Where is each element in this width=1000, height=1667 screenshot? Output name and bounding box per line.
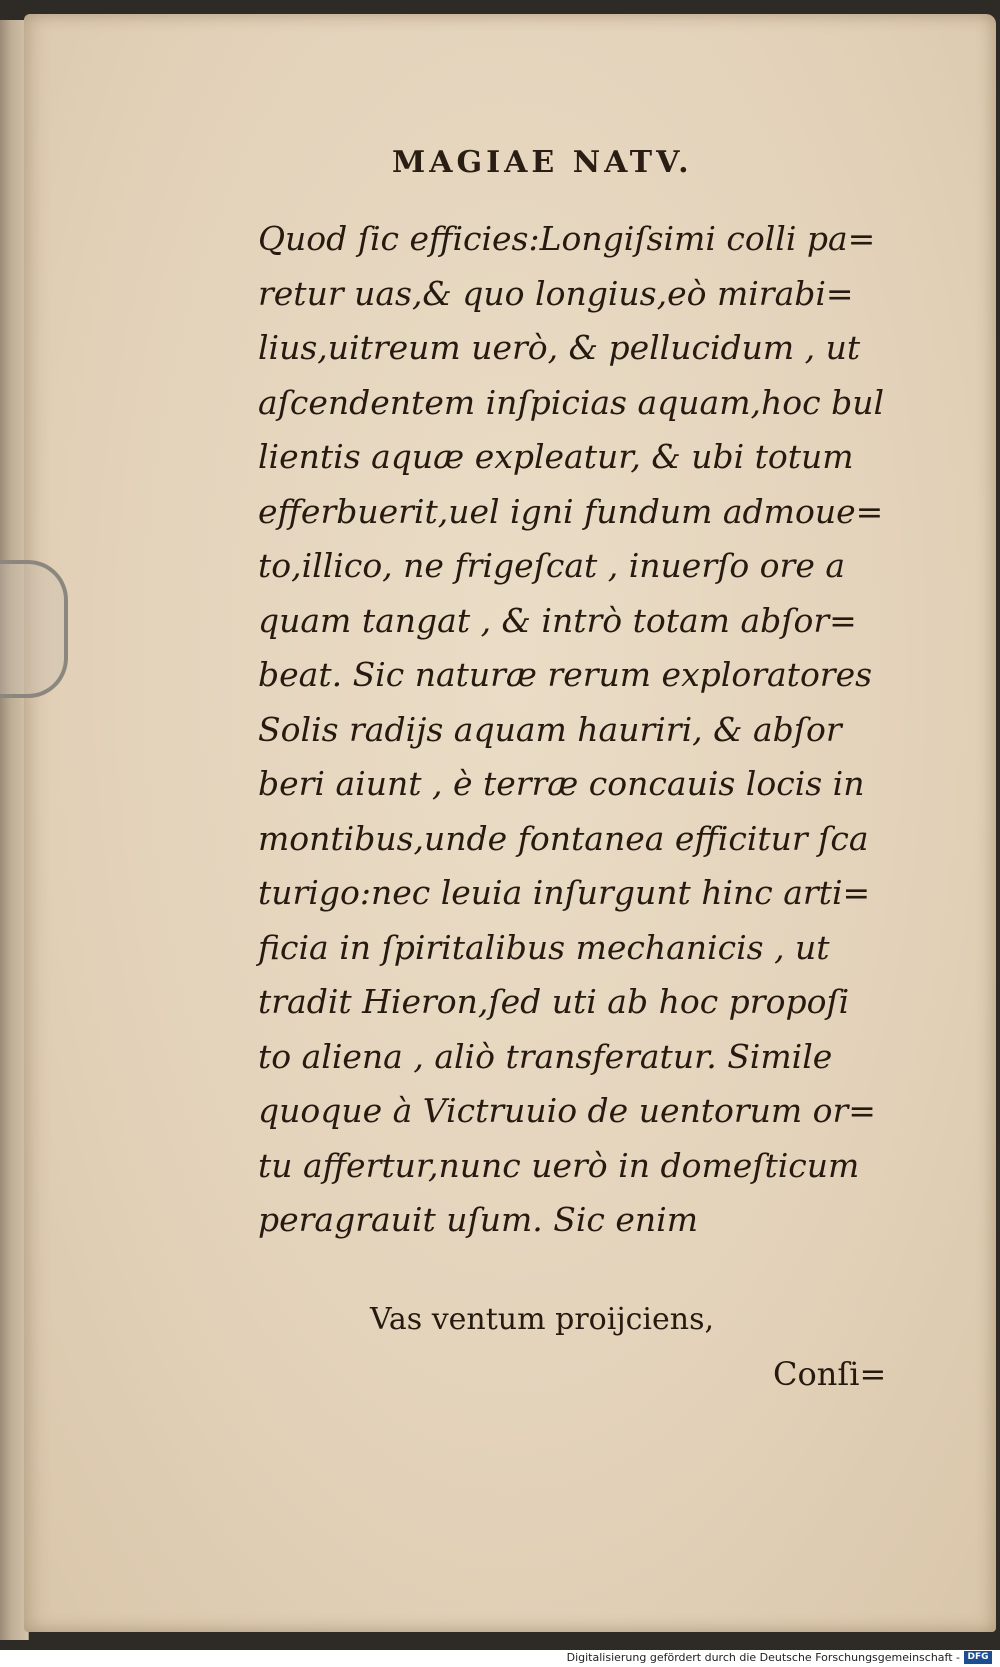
text-line: retur uas,& quo longius,eò mirabi=: [258, 273, 854, 313]
text-line: lius,uitreum uerò, & pellucidum , ut: [258, 328, 861, 367]
body-text: [258, 212, 908, 1248]
text-line: aſcendentem inſpicias aquam,hoc bul: [258, 382, 885, 422]
text-line: ficia in ſpiritalibus mechanicis , ut: [258, 927, 830, 967]
dfg-logo: DFG: [964, 1651, 992, 1664]
text-line: to,illico, ne frigeſcat , inuerſo ore a: [258, 546, 846, 585]
verse-line: Vas ventum proijciens,: [370, 1302, 715, 1337]
text-line: tradit Hieron,ſed uti ab hoc propoſi: [258, 982, 850, 1021]
text-line: Quod ſic efficies:Longiſsimi colli pa=: [258, 219, 876, 258]
text-line: quam tangat , & intrò totam abſor=: [258, 600, 857, 640]
text-line: montibus,unde fontanea efficitur ſca: [258, 818, 869, 858]
text-line: efferbuerit,uel igni fundum admoue=: [258, 491, 884, 531]
running-head: MAGIAE NATV.: [392, 145, 693, 180]
catchword: Conſi=: [773, 1355, 887, 1393]
text-line: beri aiunt , è terræ concauis locis in: [258, 764, 865, 803]
text-line: peragrauit uſum. Sic enim: [258, 1200, 698, 1239]
text-line: to aliena , aliò transferatur. Simile: [258, 1036, 833, 1076]
digitization-credit: Digitalisierung gefördert durch die Deutsche Forschungsgemeinschaft -: [566, 1651, 960, 1664]
text-line: quoque à Victruuio de uentorum or=: [258, 1091, 876, 1130]
text-line: tu affertur,nunc uerò in domeſticum: [258, 1145, 860, 1185]
text-line: lientis aquæ expleatur, & ubi totum: [258, 437, 854, 476]
text-line: beat. Sic naturæ rerum exploratores: [258, 655, 873, 694]
page-clip: [0, 560, 68, 698]
text-line: Solis radijs aquam hauriri, & abſor: [258, 709, 842, 749]
text-line: turigo:nec leuia inſurgunt hinc arti=: [258, 873, 871, 912]
